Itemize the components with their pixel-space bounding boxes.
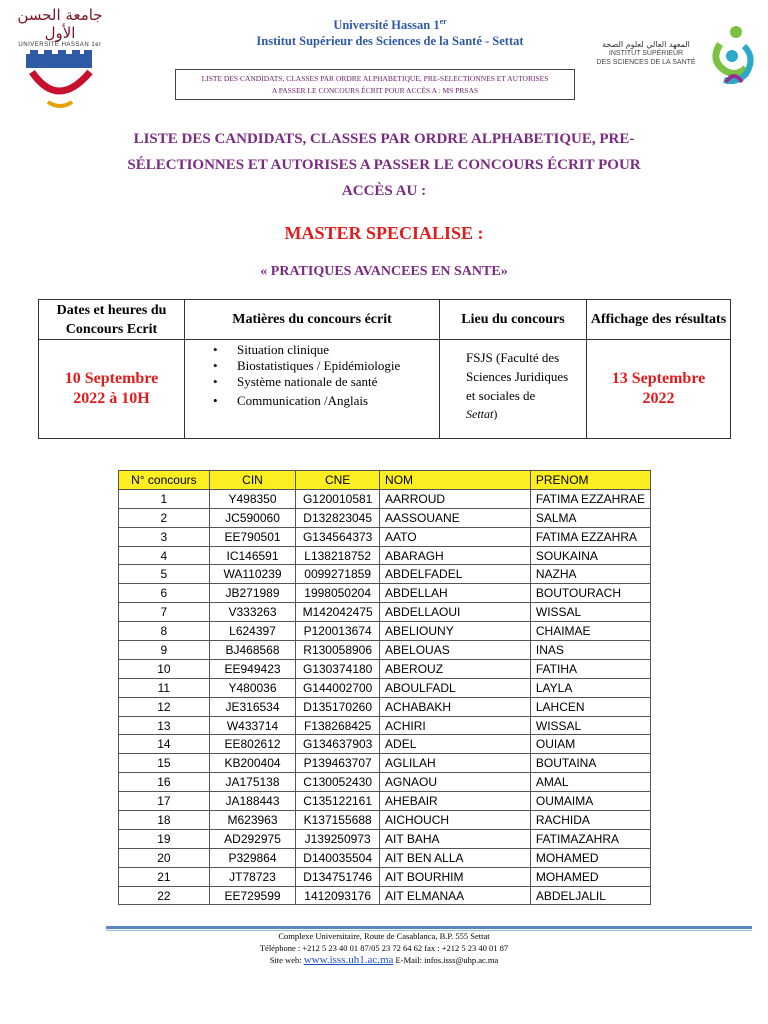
institute-name: Institut Supérieur des Sciences de la Santé - Settat xyxy=(256,34,524,49)
cell-nom: AASSOUANE xyxy=(380,508,531,527)
cell-prenom: OUMAIMA xyxy=(530,792,650,811)
table-row xyxy=(119,773,651,792)
exam-date: 10 Septembre 2022 à 10H xyxy=(39,340,185,439)
cell-nom: ABDELFADEL xyxy=(380,565,531,584)
cell-cin: BJ468568 xyxy=(209,641,296,660)
subject-item: • Système nationale de santé xyxy=(213,374,439,390)
cell-cne: C130052430 xyxy=(296,773,380,792)
cell-cin: Y498350 xyxy=(209,489,296,508)
university-logo xyxy=(14,6,106,102)
institute-logo xyxy=(590,24,760,94)
cell-prenom: CHAIMAE xyxy=(530,622,650,641)
cell-cne: R130058906 xyxy=(296,641,380,660)
cell-cin: EE949423 xyxy=(209,659,296,678)
subject-item: • Communication /Anglais xyxy=(213,393,439,409)
cell-nom: ABEROUZ xyxy=(380,659,531,678)
cell-cin: KB200404 xyxy=(209,754,296,773)
cell-cne: G134637903 xyxy=(296,735,380,754)
cell-number: 18 xyxy=(119,811,210,830)
cell-number: 16 xyxy=(119,773,210,792)
website-link[interactable]: www.isss.uh1.ac.ma xyxy=(303,954,394,966)
cell-nom: ACHABAKH xyxy=(380,697,531,716)
table-row xyxy=(119,829,651,848)
cell-prenom: LAHCEN xyxy=(530,697,650,716)
cell-nom: ACHIRI xyxy=(380,716,531,735)
cell-cin: JA188443 xyxy=(209,792,296,811)
table-row xyxy=(119,546,651,565)
cell-number: 11 xyxy=(119,678,210,697)
cell-number: 21 xyxy=(119,867,210,886)
cell-number: 22 xyxy=(119,886,210,905)
cell-cin: L624397 xyxy=(209,622,296,641)
col-header-prenom: PRENOM xyxy=(530,471,650,490)
cell-cne: K137155688 xyxy=(296,811,380,830)
info-header-results: Affichage des résultats xyxy=(587,300,731,340)
cell-prenom: FATIMA EZZAHRAE xyxy=(530,489,650,508)
cell-number: 17 xyxy=(119,792,210,811)
cell-prenom: BOUTAINA xyxy=(530,754,650,773)
cell-number: 1 xyxy=(119,489,210,508)
table-row xyxy=(119,735,651,754)
cell-cin: JB271989 xyxy=(209,584,296,603)
cell-prenom: ABDELJALIL xyxy=(530,886,650,905)
cell-prenom: BOUTOURACH xyxy=(530,584,650,603)
table-row xyxy=(119,603,651,622)
footer xyxy=(0,930,768,966)
cell-cne: D135170260 xyxy=(296,697,380,716)
cell-cin: Y480036 xyxy=(209,678,296,697)
subject-list xyxy=(185,342,439,409)
table-row xyxy=(119,622,651,641)
col-header-number: N° concours xyxy=(119,471,210,490)
cell-nom: AIT BEN ALLA xyxy=(380,848,531,867)
exam-subjects xyxy=(185,340,440,439)
cell-cin: W433714 xyxy=(209,716,296,735)
col-header-nom: NOM xyxy=(380,471,531,490)
cell-nom: ABDELLAOUI xyxy=(380,603,531,622)
cell-cne: P139463707 xyxy=(296,754,380,773)
cell-nom: AIT BAHA xyxy=(380,829,531,848)
university-logo-arabic: جامعة الحسن الأول xyxy=(17,6,103,42)
results-date: 13 Septembre 2022 xyxy=(587,340,731,439)
cell-cin: AD292975 xyxy=(209,829,296,848)
cell-number: 10 xyxy=(119,659,210,678)
cell-number: 14 xyxy=(119,735,210,754)
table-row xyxy=(119,508,651,527)
university-emblem-icon xyxy=(18,50,102,112)
cell-number: 20 xyxy=(119,848,210,867)
cell-prenom: OUIAM xyxy=(530,735,650,754)
table-row xyxy=(119,584,651,603)
table-row xyxy=(119,886,651,905)
cell-number: 3 xyxy=(119,527,210,546)
cell-nom: ABELIOUNY xyxy=(380,622,531,641)
cell-nom: AATO xyxy=(380,527,531,546)
cell-cin: EE729599 xyxy=(209,886,296,905)
cell-cin: JT78723 xyxy=(209,867,296,886)
cell-cin: JA175138 xyxy=(209,773,296,792)
cell-cne: M142042475 xyxy=(296,603,380,622)
cell-number: 13 xyxy=(119,716,210,735)
exam-info-table xyxy=(38,299,731,439)
cell-number: 19 xyxy=(119,829,210,848)
cell-prenom: FATIMA EZZAHRA xyxy=(530,527,650,546)
cell-cne: P120013674 xyxy=(296,622,380,641)
cell-prenom: WISSAL xyxy=(530,603,650,622)
cell-cne: G144002700 xyxy=(296,678,380,697)
col-header-cin: CIN xyxy=(209,471,296,490)
cell-cne: C135122161 xyxy=(296,792,380,811)
cell-cne: G134564373 xyxy=(296,527,380,546)
footer-web: Site web: www.isss.uh1.ac.ma E-Mail: infos.isss@uhp.ac.ma xyxy=(269,954,499,966)
col-header-cne: CNE xyxy=(296,471,380,490)
document-title: LISTE DES CANDIDATS, CLASSES PAR ORDRE ALPHABETIQUE, PRE- SÉLECTIONNES ET AUTORISES A PASSER LE CONCOURS ÉCRIT POUR ACCÈS AU : xyxy=(127,131,641,199)
cell-number: 2 xyxy=(119,508,210,527)
info-header-subjects: Matières du concours écrit xyxy=(185,300,440,340)
cell-nom: AHEBAIR xyxy=(380,792,531,811)
subject-item: • Situation clinique xyxy=(213,342,439,358)
cell-nom: AGNAOU xyxy=(380,773,531,792)
cell-cne: G130374180 xyxy=(296,659,380,678)
cell-number: 12 xyxy=(119,697,210,716)
header-box-line2: A PASSER LE CONCOURS ÉCRIT POUR ACCÈS A : MS PRSAS xyxy=(271,86,479,95)
table-row xyxy=(119,867,651,886)
table-row xyxy=(119,659,651,678)
cell-prenom: FATIHA xyxy=(530,659,650,678)
master-heading: MASTER SPECIALISE : xyxy=(284,223,484,243)
cell-prenom: MOHAMED xyxy=(530,867,650,886)
cell-prenom: FATIMAZAHRA xyxy=(530,829,650,848)
cell-cin: WA110239 xyxy=(209,565,296,584)
cell-cin: V333263 xyxy=(209,603,296,622)
cell-nom: ABDELLAH xyxy=(380,584,531,603)
institute-logo-text: المعهد العالي لعلوم الصحة INSTITUT SUPÉRIEUR DES SCIENCES DE LA SANTÉ xyxy=(596,40,696,66)
cell-cin: JC590060 xyxy=(209,508,296,527)
cell-cne: J139250973 xyxy=(296,829,380,848)
cell-cne: G120010581 xyxy=(296,489,380,508)
table-row xyxy=(119,641,651,660)
cell-cin: EE790501 xyxy=(209,527,296,546)
cell-cne: D132823045 xyxy=(296,508,380,527)
cell-nom: AIT ELMANAA xyxy=(380,886,531,905)
cell-cin: M623963 xyxy=(209,811,296,830)
cell-number: 5 xyxy=(119,565,210,584)
footer-address: Complexe Universitaire, Route de Casablanca, B.P. 555 Settat xyxy=(278,931,490,941)
footer-email: E-Mail: infos.isss@uhp.ac.ma xyxy=(393,955,499,965)
cell-prenom: LAYLA xyxy=(530,678,650,697)
cell-cne: 1998050204 xyxy=(296,584,380,603)
cell-nom: AIT BOURHIM xyxy=(380,867,531,886)
table-row xyxy=(119,527,651,546)
header-list-box xyxy=(175,69,575,100)
cell-prenom: SALMA xyxy=(530,508,650,527)
table-row xyxy=(119,565,651,584)
cell-cin: P329864 xyxy=(209,848,296,867)
candidates-header-row xyxy=(119,471,651,490)
cell-number: 6 xyxy=(119,584,210,603)
cell-nom: ABOULFADL xyxy=(380,678,531,697)
cell-prenom: RACHIDA xyxy=(530,811,650,830)
exam-place: FSJS (Faculté des Sciences Juridiques et sociales de Settat) xyxy=(440,340,587,439)
university-logo-latin: UNIVERSITÉ HASSAN 1er xyxy=(18,42,102,48)
info-header-place: Lieu du concours xyxy=(440,300,587,340)
cell-prenom: SOUKAINA xyxy=(530,546,650,565)
cell-nom: ABARAGH xyxy=(380,546,531,565)
table-row xyxy=(119,489,651,508)
header-institution xyxy=(180,14,600,49)
subject-item: • Biostatistiques / Epidémiologie xyxy=(213,358,439,374)
cell-number: 7 xyxy=(119,603,210,622)
cell-number: 8 xyxy=(119,622,210,641)
cell-number: 4 xyxy=(119,546,210,565)
footer-phone: Téléphone : +212 5 23 40 01 87/05 23 72 64 62 fax : +212 5 23 40 01 87 xyxy=(259,943,509,953)
institute-emblem-icon xyxy=(706,24,758,86)
cell-nom: AICHOUCH xyxy=(380,811,531,830)
cell-cne: 1412093176 xyxy=(296,886,380,905)
cell-number: 15 xyxy=(119,754,210,773)
cell-prenom: AMAL xyxy=(530,773,650,792)
cell-nom: ADEL xyxy=(380,735,531,754)
cell-nom: AARROUD xyxy=(380,489,531,508)
cell-cin: EE802612 xyxy=(209,735,296,754)
program-name: « PRATIQUES AVANCEES EN SANTE» xyxy=(260,264,508,279)
cell-prenom: MOHAMED xyxy=(530,848,650,867)
cell-cne: 0099271859 xyxy=(296,565,380,584)
cell-nom: AGLILAH xyxy=(380,754,531,773)
table-row xyxy=(119,811,651,830)
cell-cne: D140035504 xyxy=(296,848,380,867)
cell-cne: F138268425 xyxy=(296,716,380,735)
table-row xyxy=(119,697,651,716)
cell-prenom: WISSAL xyxy=(530,716,650,735)
cell-nom: ABELOUAS xyxy=(380,641,531,660)
candidates-table xyxy=(118,470,651,905)
table-row xyxy=(119,716,651,735)
table-row xyxy=(119,848,651,867)
table-row xyxy=(119,678,651,697)
cell-cne: D134751746 xyxy=(296,867,380,886)
footer-rule xyxy=(106,926,752,929)
cell-cne: L138218752 xyxy=(296,546,380,565)
cell-cin: IC146591 xyxy=(209,546,296,565)
table-row xyxy=(119,754,651,773)
cell-prenom: NAZHA xyxy=(530,565,650,584)
candidates-body xyxy=(119,489,651,905)
cell-number: 9 xyxy=(119,641,210,660)
info-header-date: Dates et heures du Concours Ecrit xyxy=(39,300,185,340)
header-box-line1: LISTE DES CANDIDATS, CLASSES PAR ORDRE ALPHABETIQUE, PRE-SELECTIONNES ET AUTORISES xyxy=(201,74,549,83)
cell-prenom: INAS xyxy=(530,641,650,660)
cell-cin: JE316534 xyxy=(209,697,296,716)
university-name: Université Hassan 1er xyxy=(333,17,447,33)
table-row xyxy=(119,792,651,811)
